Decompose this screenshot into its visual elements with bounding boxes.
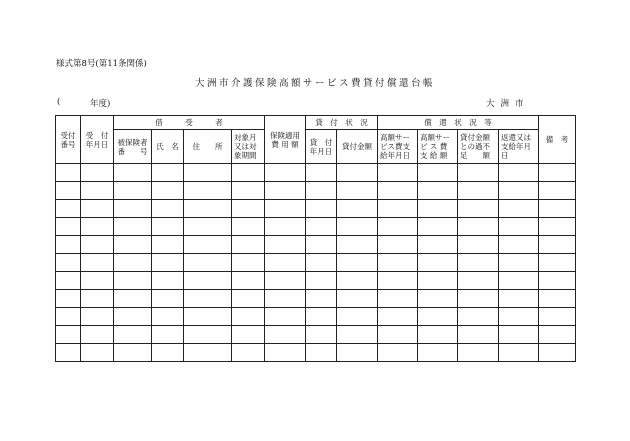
table-cell[interactable] [56,182,81,200]
table-row [56,200,576,218]
group-borrower: 借 受 者 [114,116,265,130]
table-cell[interactable] [265,164,306,182]
col-insurance-applied-cost: 保険適用 費 用 額 [265,116,306,164]
table-cell[interactable] [152,218,184,236]
table-cell[interactable] [232,290,265,308]
document-title: 大洲市介護保険高額サービス費貸付償還台帳 [194,78,435,89]
table-cell[interactable] [184,344,232,362]
table-cell[interactable] [418,218,458,236]
table-cell[interactable] [81,164,114,182]
table-cell[interactable] [418,236,458,254]
table-cell[interactable] [232,218,265,236]
table-cell[interactable] [458,218,499,236]
table-cell[interactable] [152,344,184,362]
ledger-table [55,115,576,362]
table-cell[interactable] [418,308,458,326]
table-cell[interactable] [306,344,337,362]
table-row [56,182,576,200]
table-cell[interactable] [337,344,378,362]
table-cell[interactable] [378,290,418,308]
table-cell[interactable] [458,290,499,308]
table-cell[interactable] [337,200,378,218]
table-cell[interactable] [232,236,265,254]
table-cell[interactable] [265,290,306,308]
table-cell[interactable] [418,164,458,182]
table-row [56,326,576,344]
table-cell[interactable] [378,164,418,182]
table-cell[interactable] [458,182,499,200]
table-cell[interactable] [81,254,114,272]
table-cell[interactable] [337,254,378,272]
group-repayment-status: 償 還 状 況 等 [378,116,539,130]
table-cell[interactable] [265,272,306,290]
table-cell[interactable] [56,218,81,236]
table-cell[interactable] [499,218,539,236]
header-row-groups [56,116,576,130]
table-cell[interactable] [458,272,499,290]
table-cell[interactable] [56,326,81,344]
table-cell[interactable] [56,344,81,362]
table-cell[interactable] [306,218,337,236]
table-cell[interactable] [378,344,418,362]
table-cell[interactable] [184,290,232,308]
table-cell[interactable] [499,290,539,308]
table-cell[interactable] [458,164,499,182]
table-cell[interactable] [418,326,458,344]
col-loan-date: 貸 付 年月日 [306,130,337,164]
table-cell[interactable] [56,236,81,254]
table-cell[interactable] [184,236,232,254]
table-cell[interactable] [378,218,418,236]
table-row [56,272,576,290]
col-loan-amount: 貸付金額 [337,130,378,164]
col-return-date: 返還又は 支給年月 日 [499,130,539,164]
table-cell[interactable] [152,200,184,218]
table-cell[interactable] [114,272,152,290]
table-cell[interactable] [81,344,114,362]
table-cell[interactable] [378,326,418,344]
fiscal-year-open-paren: ( [57,97,61,107]
table-cell[interactable] [306,182,337,200]
col-address: 住 所 [184,130,232,164]
table-cell[interactable] [232,254,265,272]
table-cell[interactable] [539,182,576,200]
table-cell[interactable] [56,254,81,272]
table-cell[interactable] [56,200,81,218]
table-cell[interactable] [499,344,539,362]
table-cell[interactable] [306,326,337,344]
table-cell[interactable] [539,200,576,218]
table-cell[interactable] [232,182,265,200]
table-cell[interactable] [81,218,114,236]
table-cell[interactable] [114,218,152,236]
table-cell[interactable] [81,182,114,200]
table-cell[interactable] [114,200,152,218]
city-name: 大洲市 [486,99,530,109]
table-cell[interactable] [418,200,458,218]
table-cell[interactable] [184,182,232,200]
table-cell[interactable] [184,164,232,182]
table-cell[interactable] [184,200,232,218]
table-cell[interactable] [306,290,337,308]
table-cell[interactable] [232,308,265,326]
table-cell[interactable] [499,326,539,344]
table-cell[interactable] [539,236,576,254]
table-cell[interactable] [418,344,458,362]
table-cell[interactable] [306,254,337,272]
table-cell[interactable] [114,164,152,182]
table-cell[interactable] [499,272,539,290]
table-cell[interactable] [265,218,306,236]
table-cell[interactable] [418,182,458,200]
table-cell[interactable] [458,254,499,272]
col-insured-number: 被保険者 番 号 [114,130,152,164]
table-cell[interactable] [265,236,306,254]
table-cell[interactable] [337,218,378,236]
table-cell[interactable] [152,272,184,290]
table-cell[interactable] [458,200,499,218]
col-target-period: 対象月 又は対 象期間 [232,130,265,164]
table-row [56,164,576,182]
table-cell[interactable] [265,254,306,272]
table-cell[interactable] [306,308,337,326]
table-cell[interactable] [114,254,152,272]
table-cell[interactable] [539,272,576,290]
table-cell[interactable] [81,290,114,308]
table-cell[interactable] [378,272,418,290]
table-cell[interactable] [337,236,378,254]
table-cell[interactable] [337,164,378,182]
table-cell[interactable] [458,236,499,254]
col-remarks: 備 考 [539,116,576,164]
table-row [56,236,576,254]
table-cell[interactable] [378,200,418,218]
table-cell[interactable] [337,272,378,290]
table-cell[interactable] [184,308,232,326]
table-cell[interactable] [499,182,539,200]
table-cell[interactable] [418,254,458,272]
table-row [56,218,576,236]
table-cell[interactable] [418,272,458,290]
table-row [56,308,576,326]
col-name: 氏 名 [152,130,184,164]
table-cell[interactable] [81,272,114,290]
table-cell[interactable] [306,200,337,218]
table-cell[interactable] [152,290,184,308]
table-cell[interactable] [232,272,265,290]
table-cell[interactable] [81,200,114,218]
table-cell[interactable] [114,344,152,362]
col-excess-shortage: 貸付金額 との過不 足 額 [458,130,499,164]
table-row [56,344,576,362]
table-cell[interactable] [184,218,232,236]
table-cell[interactable] [232,344,265,362]
table-cell[interactable] [232,164,265,182]
table-cell[interactable] [499,164,539,182]
table-cell[interactable] [152,182,184,200]
table-cell[interactable] [499,308,539,326]
table-cell[interactable] [378,254,418,272]
table-cell[interactable] [232,200,265,218]
table-cell[interactable] [184,272,232,290]
table-cell[interactable] [499,236,539,254]
table-cell[interactable] [56,308,81,326]
table-cell[interactable] [306,272,337,290]
table-cell[interactable] [56,290,81,308]
table-cell[interactable] [378,308,418,326]
table-cell[interactable] [232,326,265,344]
table-cell[interactable] [265,200,306,218]
table-row [56,254,576,272]
table-cell[interactable] [499,200,539,218]
table-cell[interactable] [458,344,499,362]
table-cell[interactable] [499,254,539,272]
table-cell[interactable] [184,254,232,272]
table-cell[interactable] [539,218,576,236]
group-loan-status: 貸 付 状 況 [306,116,378,130]
table-cell[interactable] [458,308,499,326]
table-cell[interactable] [114,290,152,308]
table-cell[interactable] [56,164,81,182]
table-cell[interactable] [81,236,114,254]
col-service-pay-amount: 高額サー ビ ス 費 支 給 額 [418,130,458,164]
col-service-pay-date: 高額サー ビス費支 給年月日 [378,130,418,164]
table-cell[interactable] [539,326,576,344]
table-cell[interactable] [81,308,114,326]
table-cell[interactable] [184,326,232,344]
table-cell[interactable] [458,326,499,344]
fiscal-year-label: 年度) [90,99,111,109]
table-cell[interactable] [114,236,152,254]
table-cell[interactable] [306,164,337,182]
table-cell[interactable] [152,326,184,344]
table-row [56,290,576,308]
table-cell[interactable] [337,326,378,344]
table-cell[interactable] [56,272,81,290]
table-cell[interactable] [265,344,306,362]
table-cell[interactable] [539,254,576,272]
table-cell[interactable] [114,182,152,200]
table-cell[interactable] [539,164,576,182]
table-cell[interactable] [265,308,306,326]
header-row-columns [56,130,576,164]
col-receipt-number: 受付 番号 [56,116,81,164]
table-cell[interactable] [418,290,458,308]
form-number: 様式第8号(第11条関係) [56,59,147,69]
table-cell[interactable] [306,236,337,254]
table-cell[interactable] [337,182,378,200]
table-cell[interactable] [81,326,114,344]
ledger-body [56,164,576,362]
table-cell[interactable] [152,164,184,182]
table-cell[interactable] [114,308,152,326]
table-cell[interactable] [378,236,418,254]
col-receipt-date: 受 付 年月日 [81,116,114,164]
table-cell[interactable] [337,290,378,308]
table-cell[interactable] [152,308,184,326]
table-cell[interactable] [114,326,152,344]
table-cell[interactable] [152,236,184,254]
table-cell[interactable] [539,290,576,308]
table-cell[interactable] [152,254,184,272]
table-cell[interactable] [378,182,418,200]
table-cell[interactable] [337,308,378,326]
table-cell[interactable] [265,326,306,344]
table-cell[interactable] [539,344,576,362]
table-cell[interactable] [265,182,306,200]
table-cell[interactable] [539,308,576,326]
